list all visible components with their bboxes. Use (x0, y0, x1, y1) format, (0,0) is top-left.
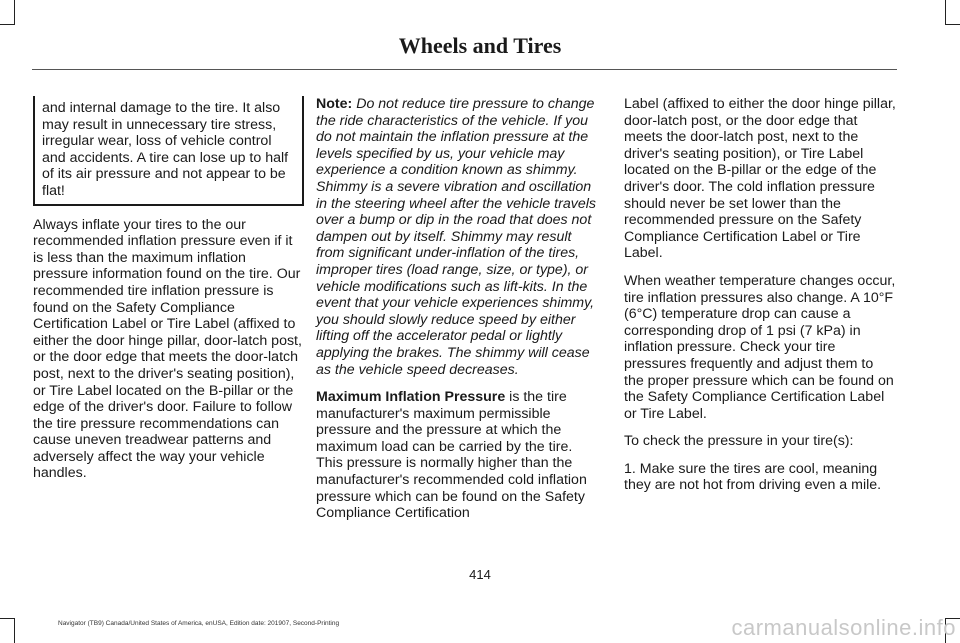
note-text: Do not reduce tire pressure to change the ride characteristics of the vehicle. If you do not maintain the inflation pressure at the levels specified by us, your vehicle may experience a condition known as shimmy. Shimmy is a severe vibration and oscillation in the steering wheel after the vehicle travels over a bump or dip in the road that does not dampen out by itself. Shimmy may result from significant under-inflation of the tires, improper tires (load range, size, or type), or vehicle modifications such as lift-kits. In the event that your vehicle experiences shimmy, you should slowly reduce speed by either lifting off the accelerator pedal or lightly applying the brakes. The shimmy will cease as the vehicle speed decreases. (316, 96, 596, 378)
max-pressure-label: Maximum Inflation Pressure (316, 389, 506, 406)
watermark: carmanualsonline.info (731, 615, 956, 640)
step-1: 1. Make sure the tires are cool, meaning they are not hot from driving even a mile. (624, 460, 882, 494)
temperature-paragraph: When weather temperature changes occur, tire inflation pressures also change. A 10°F (6°C) temperature drop can cause a corresponding drop of 1 psi (7 kPa) in inflation pressure. Check your tire pressures frequently and adjust them to the proper pressure which can be found on the Safety Compliance Certification Label or Tire Label. (624, 272, 896, 422)
page-title: Wheels and Tires (398, 33, 562, 58)
crop-mark-top-left (0, 0, 15, 25)
warning-text: and internal damage to the tire. It also may result in unnecessary tire stress, irregular wear, loss of vehicle control and accidents. A tire can lose up to half of its air pressure and not appear to be flat! (42, 100, 289, 199)
inflation-paragraph: Always inflate your tires to the our recommended inflation pressure even if it is less than the maximum inflation pressure information found on the tire. Our recommended tire inflation pressure is found on the Safety Compliance Certification Label or Tire Label (affixed to either the door hinge pillar, door-latch post, or the door edge that meets the door-latch post, next to the driver's seating position), or Tire Label located on the B-pillar or the edge of the driver's door. Failure to follow the tire pressure recommendations can cause uneven treadwear patterns and adversely affect the way your vehicle handles. (33, 216, 302, 482)
note-label: Note: (316, 96, 353, 112)
note-paragraph (316, 96, 601, 378)
column-1 (33, 96, 304, 493)
title-divider (32, 69, 897, 70)
check-pressure-intro: To check the pressure in your tire(s): (624, 433, 854, 450)
label-continuation-paragraph: Label (affixed to either the door hinge pillar, door-latch post, or the door edge that meets the door-latch post, next to the driver's seating position), or Tire Label located on the B-pillar or the edge of the driver's door. The cold inflation pressure should never be set lower than the recommended pressure on the Safety Compliance Certification Label or Tire Label. (624, 96, 896, 262)
edition-footer: Navigator (TB9) Canada/United States of America, enUSA, Edition date: 201907, Second-Printing (58, 620, 340, 627)
crop-mark-bottom-left (0, 618, 15, 643)
crop-mark-top-right (945, 0, 960, 25)
column-2 (316, 96, 601, 533)
max-pressure-text: is the tire manufacturer's maximum permissible pressure and the pressure at which the maximum load can be carried by the tire. This pressure is normally higher than the manufacturer's recommended cold inflation pressure which can be found on the Safety Compliance Certification (316, 389, 587, 522)
page-number: 414 (469, 567, 491, 582)
max-pressure-paragraph (316, 389, 601, 522)
warning-box (33, 96, 304, 206)
column-3 (624, 96, 896, 505)
